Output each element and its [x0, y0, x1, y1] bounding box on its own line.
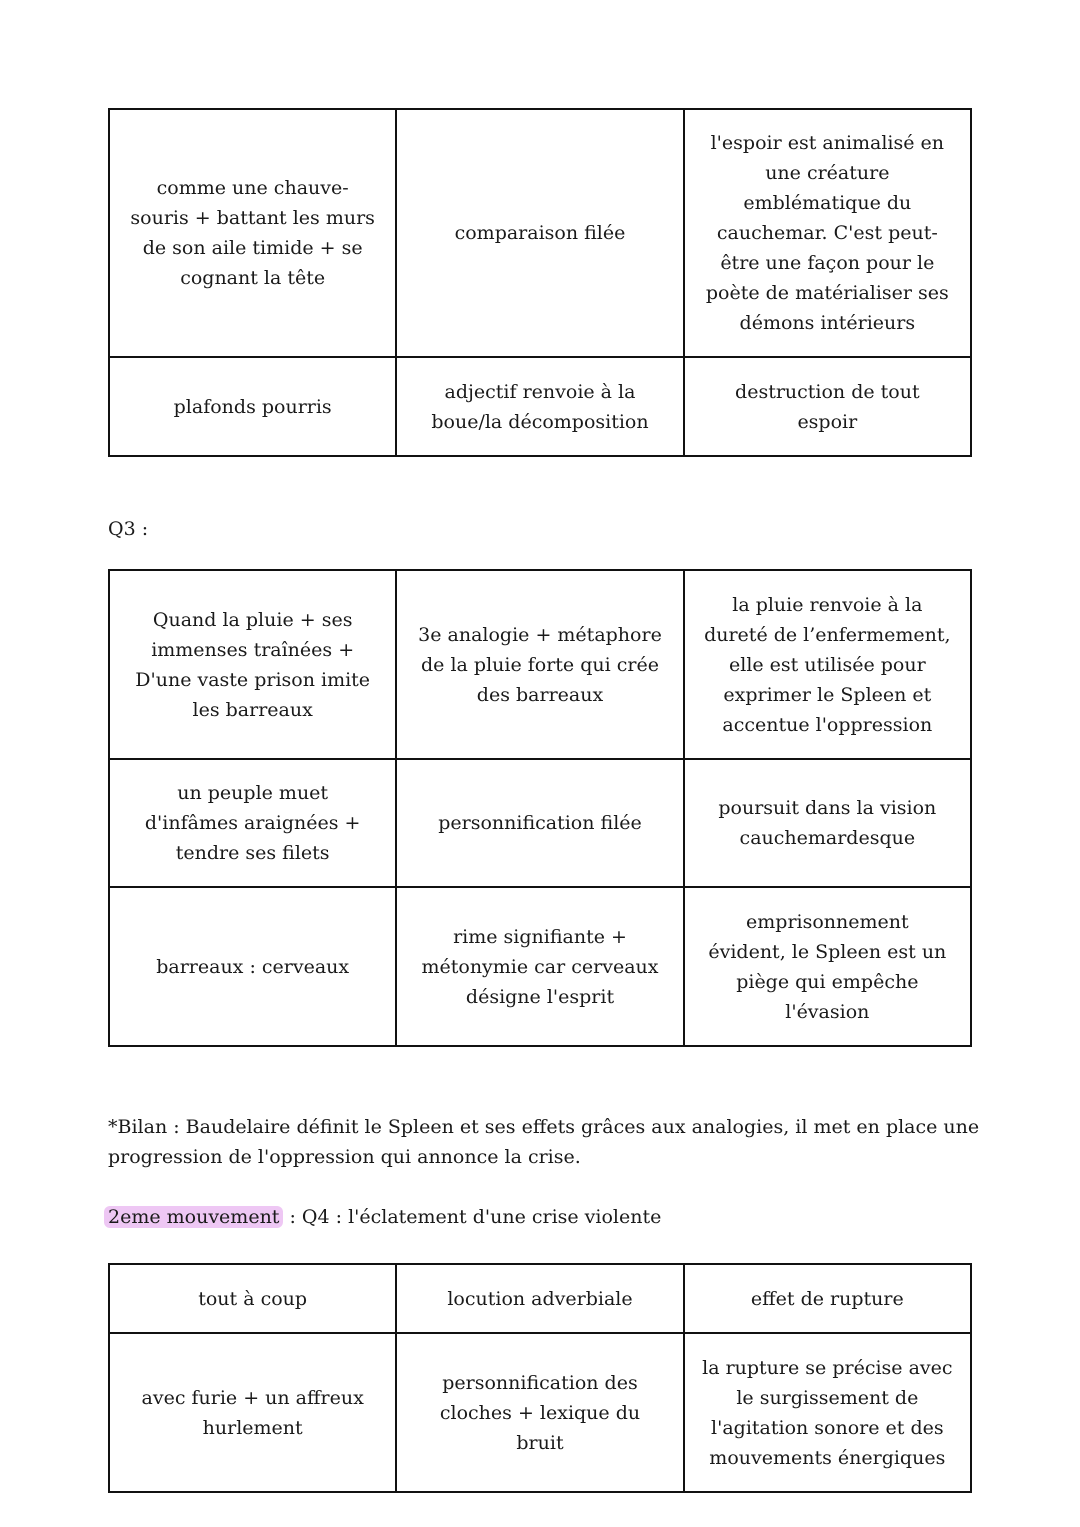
table-cell-quote: Quand la pluie + ses immenses traînées + D'une vaste prison imite les barreaux — [109, 570, 396, 759]
table-cell-device: personnification des cloches + lexique du bruit — [396, 1333, 683, 1492]
table-cell-interpretation: la rupture se précise avec le surgissement de l'agitation sonore et des mouvements énergiques — [684, 1333, 971, 1492]
bilan-paragraph: *Bilan : Baudelaire définit le Spleen et ses effets grâces aux analogies, il met en place une progression de l'oppression qui annonce la crise. — [108, 1116, 980, 1168]
table-cell-quote: plafonds pourris — [109, 357, 396, 456]
table-cell-quote: un peuple muet d'infâmes araignées + tendre ses filets — [109, 759, 396, 887]
table-cell-interpretation: emprisonnement évident, le Spleen est un piège qui empêche l'évasion — [684, 887, 971, 1046]
table-row — [109, 1333, 971, 1492]
table-cell-interpretation: destruction de tout espoir — [684, 357, 971, 456]
table-cell-device: adjectif renvoie à la boue/la décomposition — [396, 357, 683, 456]
table-cell-device: 3e analogie + métaphore de la pluie forte qui crée des barreaux — [396, 570, 683, 759]
table-row — [109, 759, 971, 887]
table-cell-interpretation: poursuit dans la vision cauchemardesque — [684, 759, 971, 887]
table-cell-device: locution adverbiale — [396, 1264, 683, 1333]
table-row — [109, 357, 971, 456]
question-label: Q3 : — [108, 518, 149, 540]
table-row — [109, 1264, 971, 1333]
table-cell-interpretation: effet de rupture — [684, 1264, 971, 1333]
table-row — [109, 887, 971, 1046]
analysis-table-1 — [108, 108, 972, 457]
table-cell-interpretation: l'espoir est animalisé en une créature emblématique du cauchemar. C'est peut- être une façon pour le poète de matérialiser ses démons intérieurs — [684, 109, 971, 357]
movement-heading — [108, 1202, 661, 1232]
table-cell-device: personnification filée — [396, 759, 683, 887]
table-cell-quote: avec furie + un affreux hurlement — [109, 1333, 396, 1492]
table-cell-device: rime signifiante + métonymie car cerveaux désigne l'esprit — [396, 887, 683, 1046]
table-row — [109, 570, 971, 759]
movement-highlight: 2eme mouvement — [104, 1206, 283, 1228]
analysis-table-2 — [108, 569, 972, 1047]
table-cell-quote: tout à coup — [109, 1264, 396, 1333]
movement-title: : Q4 : l'éclatement d'une crise violente — [283, 1206, 662, 1228]
table-cell-device: comparaison filée — [396, 109, 683, 357]
table-cell-quote: comme une chauve- souris + battant les murs de son aile timide + se cognant la tête — [109, 109, 396, 357]
table-row — [109, 109, 971, 357]
analysis-table-3 — [108, 1263, 972, 1493]
table-cell-interpretation: la pluie renvoie à la dureté de l’enfermement, elle est utilisée pour exprimer le Spleen et accentue l'oppression — [684, 570, 971, 759]
table-cell-quote: barreaux : cerveaux — [109, 887, 396, 1046]
